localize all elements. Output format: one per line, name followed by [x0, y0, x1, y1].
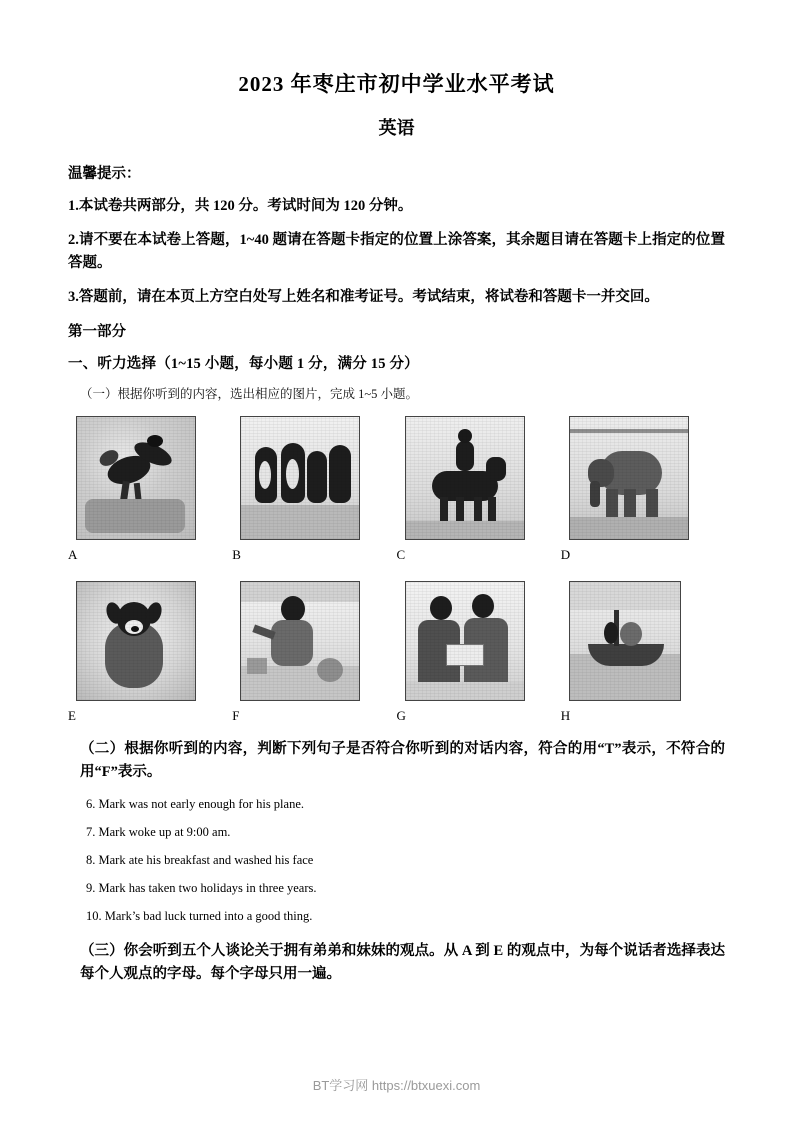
picture-cell-f [232, 581, 396, 724]
picture-label-e: E [68, 707, 76, 723]
picture-row-1 [68, 416, 725, 563]
statement-8: 8. Mark ate his breakfast and washed his face [86, 853, 314, 868]
picture-cell-c [397, 416, 561, 563]
picture-label-a: A [68, 546, 78, 562]
elephant-photo [569, 416, 689, 540]
eagle-photo [76, 416, 196, 540]
tip-line-1: 1.本试卷共两部分，共 120 分。考试时间为 120 分钟。 [68, 198, 413, 214]
picture-label-d: D [560, 546, 571, 562]
sub-instruction-b: （二）根据你听到的内容，判断下列句子是否符合你听到的对话内容，符合的用“T”表示，不符合的用“F”表示。 [80, 740, 725, 781]
penguins-photo [240, 416, 360, 540]
part-label: 第一部分 [68, 323, 126, 340]
footer-watermark: BT学习网 https://btxuexi.com [312, 1078, 481, 1093]
section-heading: 一、听力选择（1~15 小题，每小题 1 分，满分 15 分） [68, 355, 419, 372]
picture-cell-d [561, 416, 725, 563]
sub-instruction-c: （三）你会听到五个人谈论关于拥有弟弟和妹妹的观点。从 A 到 E 的观点中，为每个说话者选择表达每个人观点的字母。每个字母只用一遍。 [80, 943, 725, 983]
picture-label-f: F [232, 707, 240, 723]
tips-heading: 温馨提示： [68, 166, 141, 182]
picture-cell-b [232, 416, 396, 563]
tip-line-3: 3.答题前，请在本页上方空白处写上姓名和准考证号。考试结束，将试卷和答题卡一并交回。 [68, 289, 659, 306]
kitchen-person-photo [240, 581, 360, 701]
picture-label-h: H [560, 707, 571, 723]
statement-7: 7. Mark woke up at 9:00 am. [86, 825, 231, 840]
dog-photo [76, 581, 196, 701]
picture-cell-e [68, 581, 232, 724]
statement-10: 10. Mark’s bad luck turned into a good thing. [86, 909, 313, 924]
picture-cell-h [561, 581, 725, 724]
two-students-reading-photo [405, 581, 525, 701]
statement-9: 9. Mark has taken two holidays in three years. [86, 881, 317, 896]
subject-title: 英语 [378, 118, 415, 138]
picture-cell-a [68, 416, 232, 563]
horse-rider-photo [405, 416, 525, 540]
picture-label-c: C [396, 546, 406, 562]
tip-line-2: 2.请不要在本试卷上答题，1~40 题请在答题卡指定的位置上涂答案，其余题目请在答题卡上指定的位置答题。 [68, 232, 725, 271]
picture-label-g: G [396, 707, 406, 723]
sub-instruction-a: （一）根据你听到的内容，选出相应的图片，完成 1~5 小题。 [80, 386, 419, 401]
picture-label-b: B [232, 546, 241, 562]
picture-cell-g [397, 581, 561, 724]
statement-6: 6. Mark was not early enough for his plane. [86, 797, 304, 812]
picture-row-2 [68, 581, 725, 724]
page-title: 2023 年枣庄市初中学业水平考试 [238, 72, 555, 96]
boat-photo [569, 581, 681, 701]
